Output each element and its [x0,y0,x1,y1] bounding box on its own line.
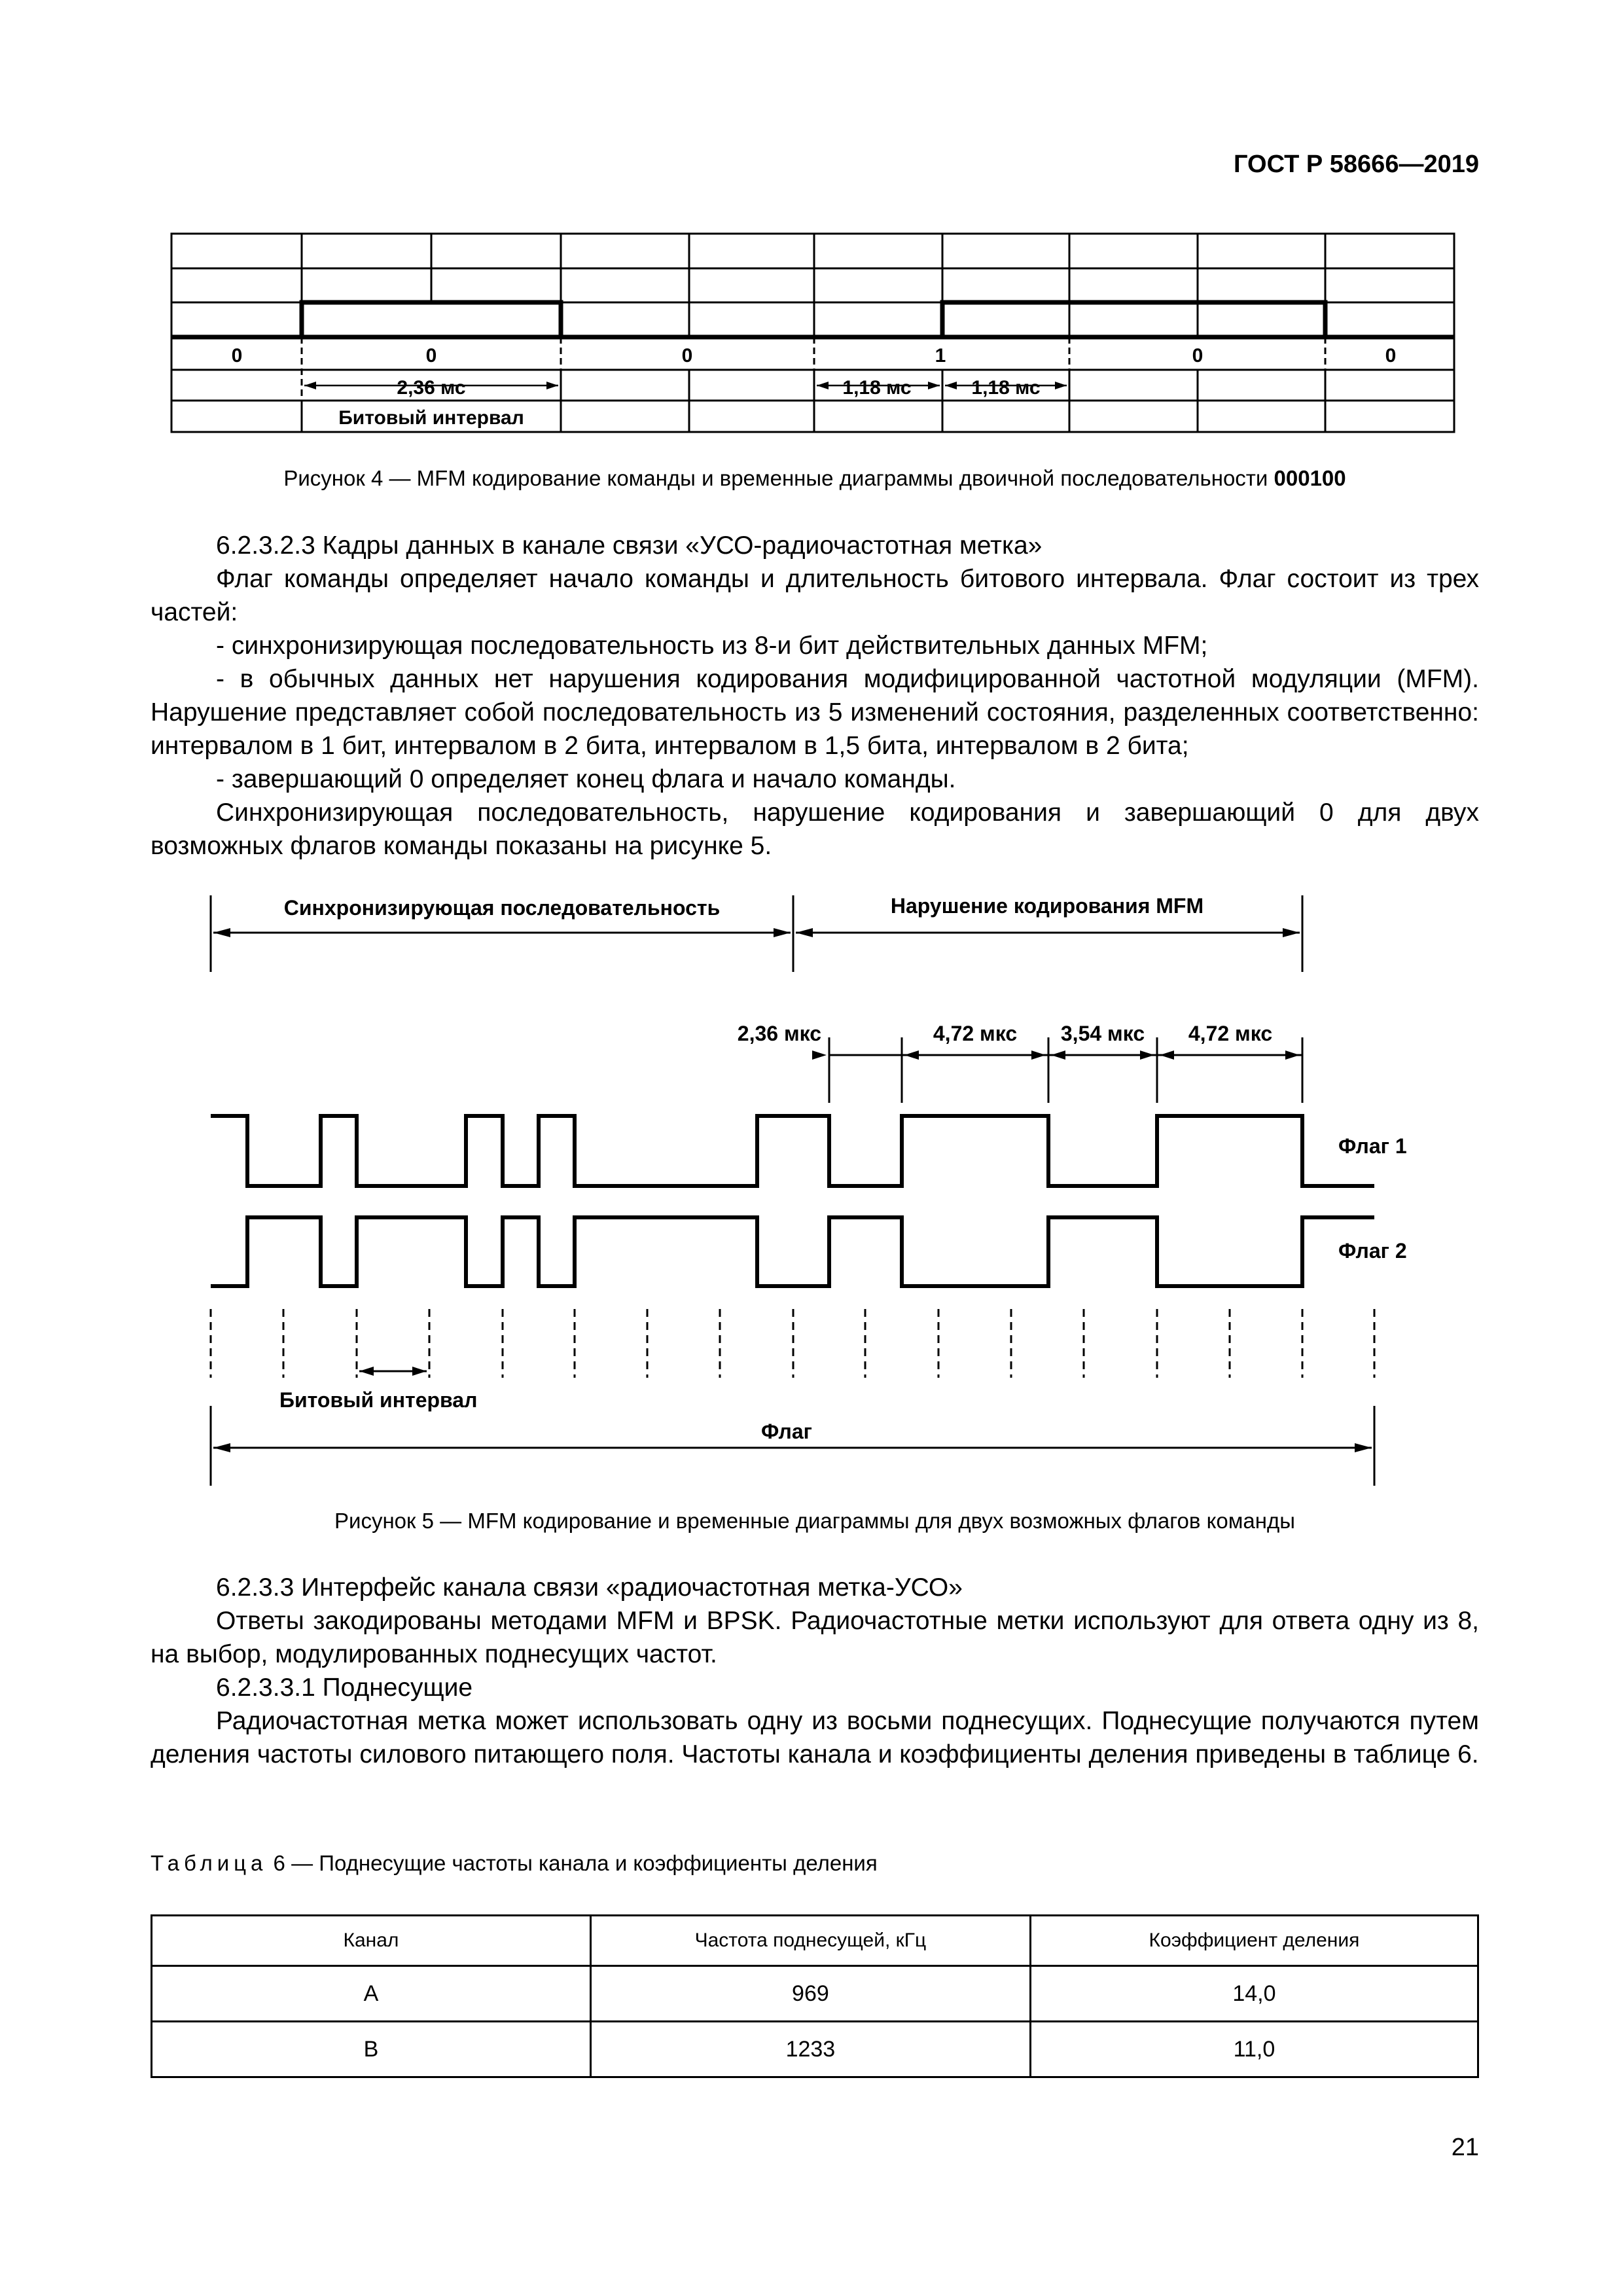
paragraph: Ответы закодированы методами MFM и BPSK. Радиочастотные метки используют для ответа одну из 8, на выбор, модулированных поднесущих частот. [151,1607,1479,1668]
paragraph: Синхронизирующая последовательность, нарушение кодирования и завершающий 0 для двух возможных флагов команды показаны на рисунке 5. [151,798,1479,860]
table-row [152,1966,1478,2022]
document-header: ГОСТ Р 58666—2019 [1234,151,1479,178]
bit-value: 0 [231,345,243,367]
timing-label: 2,36 мкс [737,1022,821,1045]
table-6 [151,1914,1479,2078]
list-item: - завершающий 0 определяет конец флага и начало команды. [216,765,956,793]
bit-interval-duration: 2,36 мс [397,377,466,399]
timing-label: 4,72 мкс [1188,1022,1273,1045]
paragraph: Радиочастотная метка может использовать одну из восьми поднесущих. Поднесущие получаются путем деления частоты силового питающего поля. Частоты канала и коэффициенты деления приведены в таблице 6. [151,1707,1479,1768]
flag-2-label: Флаг 2 [1338,1239,1407,1263]
page-number: 21 [1451,2134,1479,2161]
section-6-2-3-3 [151,1571,1479,1771]
bit-interval-label: Битовый интервал [338,407,524,429]
list-item: - в обычных данных нет нарушения кодирования модифицированной частотной модуляции (MFM). Нарушение представляет собой последовательность из 5 изменений состояния, разделенных соответственно: интервалом в 1 бит, интервалом в 2 бита, интервалом в 1,5 бита, интервалом в 2 бита; [151,665,1479,760]
table-cell: 1233 [590,2022,1030,2077]
column-header: Коэффициент деления [1030,1916,1478,1966]
bit-value: 0 [1385,345,1397,367]
paragraph: Флаг команды определяет начало команды и длительность битового интервала. Флаг состоит из трех частей: [151,565,1479,626]
bit-value: 0 [1192,345,1204,367]
table-cell: 11,0 [1030,2022,1478,2077]
list-item: - синхронизирующая последовательность из 8-и бит действительных данных MFM; [216,632,1208,660]
section-heading: 6.2.3.3.1 Поднесущие [216,1674,473,1702]
timing-label: 4,72 мкс [933,1022,1018,1045]
timing-label: 3,54 мкс [1060,1022,1145,1045]
column-header: Частота поднесущей, кГц [590,1916,1030,1966]
section-heading: 6.2.3.3 Интерфейс канала связи «радиочастотная метка-УСО» [216,1573,963,1602]
table-row [152,2022,1478,2077]
section-heading: 6.2.3.2.3 Кадры данных в канале связи «УСО-радиочастотная метка» [216,531,1043,560]
flag-span-label: Флаг [761,1420,812,1443]
figure-4-caption: Рисунок 4 — MFM кодирование команды и временные диаграммы двоичной последовательности 000100 [283,466,1346,490]
table-header-row [152,1916,1478,1966]
bit-value: 0 [425,345,437,367]
flag-1-label: Флаг 1 [1338,1134,1407,1158]
half-bit-duration: 1,18 мс [971,377,1041,399]
table-cell: 14,0 [1030,1966,1478,2022]
half-bit-duration: 1,18 мс [842,377,912,399]
sync-sequence-label: Синхронизирующая последовательность [283,896,721,920]
table-cell: A [152,1966,591,2022]
bit-value: 1 [935,345,946,367]
table-cell: B [152,2022,591,2077]
mfm-violation-label: Нарушение кодирования MFM [890,894,1204,918]
column-header: Канал [152,1916,591,1966]
table-6-caption: Таблица 6 — Поднесущие частоты канала и коэффициенты деления [151,1851,878,1875]
figure-5-caption: Рисунок 5 — MFM кодирование и временные диаграммы для двух возможных флагов команды [334,1509,1295,1533]
bit-interval-label: Битовый интервал [279,1388,478,1412]
bit-value: 0 [681,345,693,367]
table-cell: 969 [590,1966,1030,2022]
